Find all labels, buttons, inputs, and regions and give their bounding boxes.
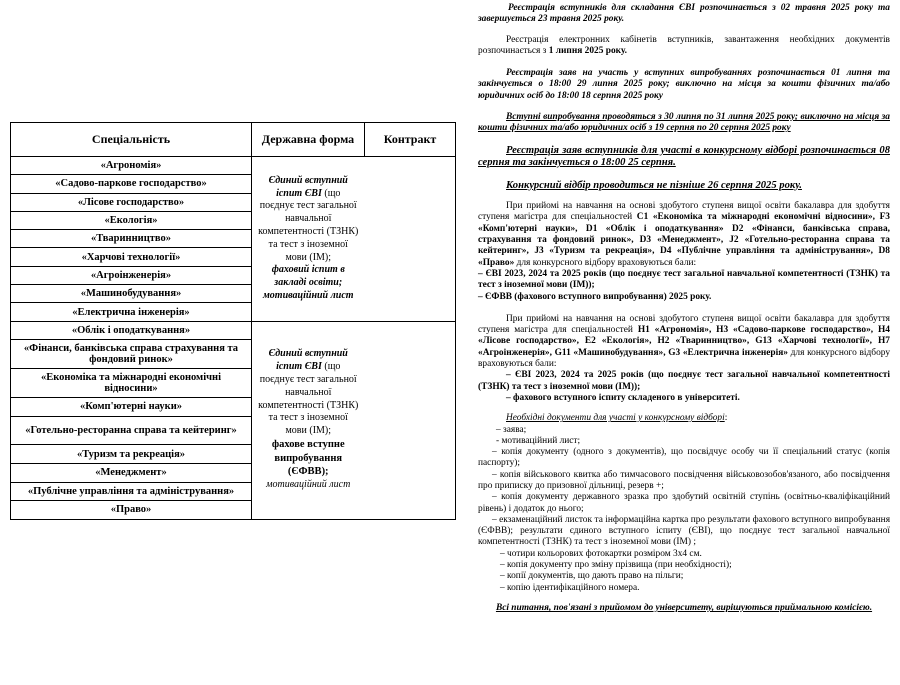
- master-agro-paragraph: При прийомі на навчання на основі здобутого ступеня вищої освіти бакалавра для здобуття ступеня магістра для спеціальностей Н1 «Агрономія», Н3 «Садово-паркове господарство», Н4 «Лісове господарство», Е2 «Екологія», Н2 «Тваринництво», G13 «Харчові технології», Н7 «Агроінженерія», G11 «Машинобудування», G3 «Електрична інженерія» для конкурсного відбору враховуються бали:: [478, 313, 891, 370]
- specialty-cell: «Агроінженерія»: [11, 266, 252, 284]
- cabinet-registration-paragraph: Реєстрація електронних кабінетів вступників, завантаження необхідних документів розпочинається з 1 липня 2025 року.: [478, 34, 890, 56]
- master-economics-paragraph: При прийомі на навчання на основі здобутого ступеня вищої освіти бакалавра для здобуття ступеня магістра для спеціальностей С1 «Економіка та міжнародні економічні відносини», F3 «Комп'ютерні науки», D1 «Облік і оподаткування» D2 «Фінанси, банківська справа, страхування та фондовий ринок», D3 «Менеджмент», J2 «Готельно-ресторанна справа та кейтеринг», J3 «Туризм та рекреація», D4 «Публічне управління та адміністрування», D8 «Право» для конкурсного відбору враховуються бали:: [478, 201, 890, 268]
- header-specialty: Спеціальність: [11, 123, 252, 157]
- table-row: [11, 157, 456, 175]
- header-state-form: Державна форма: [252, 123, 365, 157]
- score-item: – ЄВІ 2023, 2024 та 2025 років (що поєднує тест загальної навчальної компетентності (ТЗНК) та тест з іноземної мови (ІМ));: [478, 268, 890, 291]
- application-registration-paragraph: Реєстрація заяв на участь у вступних випробуваннях розпочинається 01 липня та закінчується о 18:00 29 липня 2025 року; виключно на місця за кошти фізичних та/або юридичних осіб до 18:00 18 серпня 2025 року: [478, 68, 890, 101]
- score-item: – фахового вступного іспиту складеного в університеті.: [506, 392, 740, 403]
- evi-registration-paragraph: Реєстрація вступників для складання ЄВІ розпочинається з 02 травня 2025 року та завершується 23 травня 2025 року.: [478, 3, 890, 25]
- competition-deadline-paragraph: Конкурсний відбір проводиться не пізніше 26 серпня 2025 року.: [506, 179, 802, 191]
- footer-note: Всі питання, пов'язані з прийомом до університету, вирішуються приймальною комісією.: [495, 602, 873, 613]
- table-row: [11, 321, 456, 340]
- documents-list: [478, 425, 890, 594]
- exam-language-test: та тест з іноземної мови (ІМ);: [268, 238, 348, 263]
- document-item: – копія документу про зміну прізвища (при необхідності);: [500, 560, 732, 571]
- document-item: – копію ідентифікаційного номера.: [500, 582, 640, 593]
- contract-cell: [365, 157, 456, 322]
- document-item: – заява;: [496, 424, 527, 435]
- exam-professional: фахове вступне випробування (ЄФВВ);: [271, 438, 345, 478]
- specialty-cell: «Фінанси, банківська справа страхування та фондовий ринок»: [11, 340, 252, 369]
- state-form-cell: [252, 157, 365, 322]
- specialty-cell: «Агрономія»: [11, 157, 252, 175]
- specialty-cell: «Садово-паркове господарство»: [11, 175, 252, 193]
- document-item: – екзаменаційний листок та інформаційна картка про результати фахового вступного випробування (ЄФВВ); результати єдиного вступного іспиту (ЄВІ), що поєднує тест загальної навчальної компетентності (ТЗНК) та тест з іноземної мови (ІМ) ;: [478, 514, 890, 548]
- specialty-table: [10, 122, 456, 520]
- exam-name: Єдиний вступний іспит ЄВІ: [268, 174, 348, 199]
- specialty-cell: «Публічне управління та адміністрування»: [11, 482, 252, 501]
- entrance-exams-paragraph: Вступні випробування проводяться з 30 липня по 31 липня 2025 року; виключно на місця за кошти фізичних та/або юридичних осіб з 19 серпня по 20 серпня 2025 року: [478, 112, 890, 134]
- document-item: - мотиваційний лист;: [496, 435, 581, 446]
- specialty-cell: «Тваринництво»: [11, 230, 252, 248]
- specialty-cell: «Право»: [11, 501, 252, 520]
- specialty-cell: «Готельно-ресторанна справа та кейтеринг»: [11, 416, 252, 445]
- document-item: – копії документів, що дають право на пільги;: [500, 571, 684, 582]
- exam-description: (що поєднує тест загальної навчальної компетентності (ТЗНК): [258, 187, 359, 238]
- exam-description: (що поєднує тест загальної навчальної компетентності (ТЗНК): [258, 361, 359, 411]
- specialty-cell: «Машинобудування»: [11, 285, 252, 303]
- table-header-row: [11, 123, 456, 157]
- specialty-cell: «Електрична інженерія»: [11, 303, 252, 321]
- document-item: – копія документу (одного з документів), що посвідчує особу чи її спеціальний статус (копія паспорту);: [478, 447, 890, 469]
- competition-registration-paragraph: Реєстрація заяв вступників для участі в конкурсному відборі розпочинається 08 серпня та закінчується о 18:00 25 серпня.: [478, 144, 890, 169]
- score-item: – ЄФВВ (фахового вступного випробування) 2025 року.: [478, 291, 712, 302]
- exam-extra: фаховий іспит в закладі освіти; мотиваційний лист: [262, 264, 354, 302]
- admission-info: [478, 3, 890, 614]
- specialty-cell: «Туризм та рекреація»: [11, 445, 252, 464]
- contract-cell: [365, 321, 456, 519]
- state-form-cell: [252, 321, 365, 519]
- exam-language-test: та тест з іноземної мови (ІМ);: [268, 412, 348, 437]
- score-item: – ЄВІ 2023, 2024 та 2025 років (що поєднує тест загальної навчальної компетентності (ТЗНК) та тест з іноземної мови (ІМ));: [478, 370, 890, 392]
- specialty-cell: «Харчові технології»: [11, 248, 252, 266]
- specialty-cell: «Екологія»: [11, 211, 252, 229]
- specialty-cell: «Економіка та міжнародні економічні відносини»: [11, 369, 252, 398]
- specialty-cell: «Комп'ютерні науки»: [11, 397, 252, 416]
- document-item: – копія документу державного зразка про здобутий освітній ступінь (освітньо-кваліфікаційний рівень) і додаток до нього;: [478, 492, 890, 514]
- motivation-letter: мотиваційний лист: [266, 479, 351, 491]
- header-contract: Контракт: [365, 123, 456, 157]
- documents-title: Необхідні документи для участі у конкурсному відборі:: [506, 413, 728, 424]
- document-item: – копія військового квитка або тимчасового посвідчення військовозобов'язаного, або посвідчення про приписку до призовної дільниці, резерв +;: [478, 469, 890, 491]
- specialty-cell: «Облік і оподаткування»: [11, 321, 252, 340]
- specialty-cell: «Лісове господарство»: [11, 193, 252, 211]
- document-item: – чотири кольорових фотокартки розміром 3х4 см.: [500, 548, 702, 559]
- specialty-cell: «Менеджмент»: [11, 463, 252, 482]
- exam-name: Єдиний вступний іспит ЄВІ: [268, 348, 348, 373]
